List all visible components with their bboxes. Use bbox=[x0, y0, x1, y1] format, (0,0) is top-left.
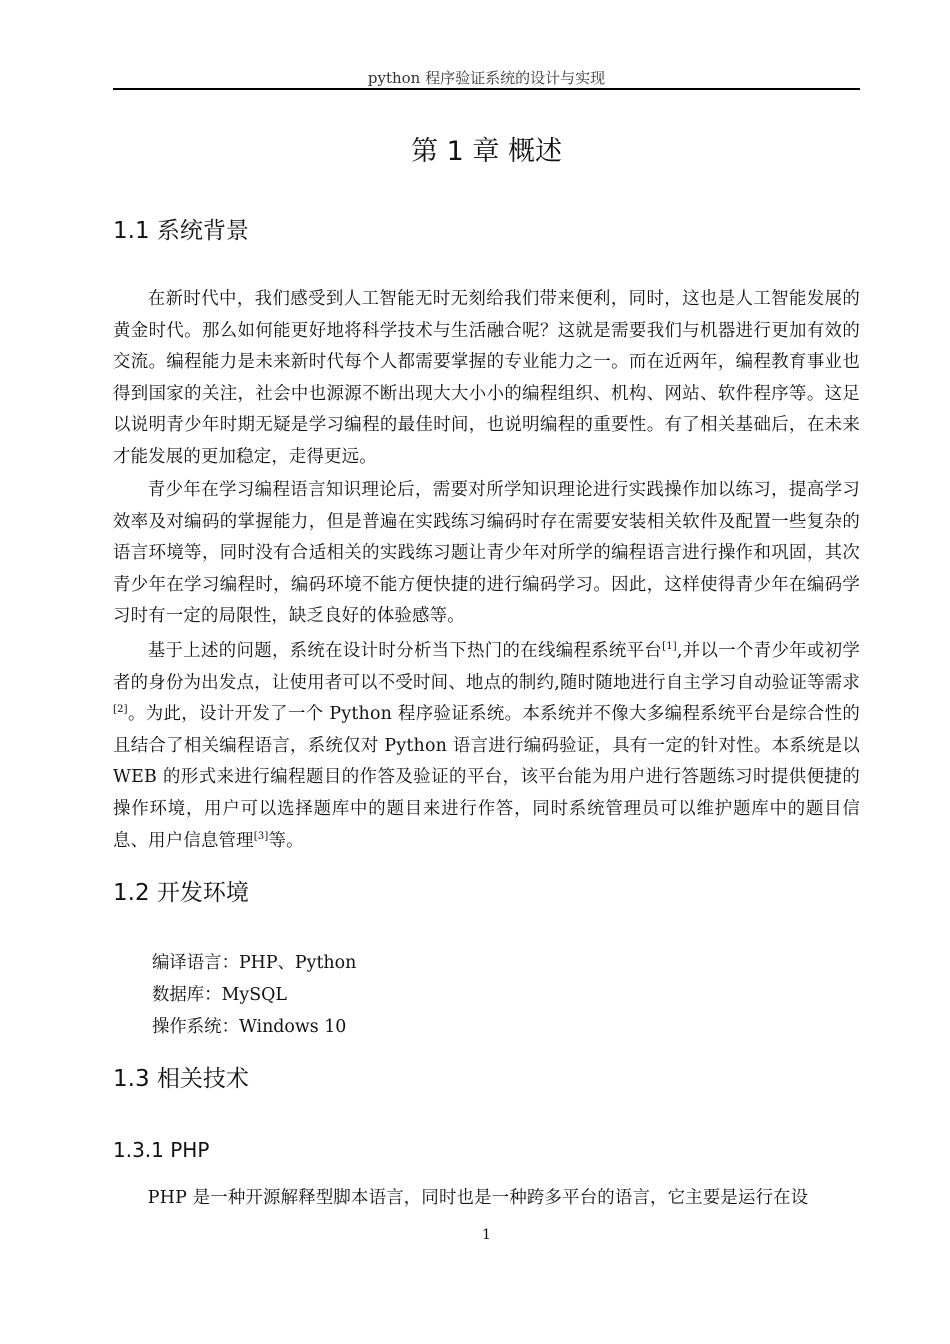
header-rule bbox=[113, 88, 860, 90]
paragraph-text-part: 等。 bbox=[268, 830, 304, 851]
paragraph-background-1: 在新时代中，我们感受到人工智能无时无刻给我们带来便利，同时，这也是人工智能发展的黄金时代。那么如何能更好地将科学技术与生活融合呢？这就是需要我们与机器进行更加有效的交流。编程能力是未来新时代每个人都需要掌握的专业能力之一。而在近两年，编程教育事业也得到国家的关注，社会中也源源不断出现大大小小的编程组织、机构、网站、软件程序等。这足以说明青少年时期无疑是学习编程的最佳时间，也说明编程的重要性。有了相关基础后，在未来才能发展的更加稳定，走得更远。 bbox=[113, 289, 860, 467]
citation-ref[interactable]: [2] bbox=[113, 704, 128, 716]
citation-ref[interactable]: [3] bbox=[253, 830, 269, 842]
env-database-line: 数据库：MySQL bbox=[152, 985, 287, 1005]
paragraph-php: PHP 是一种开源解释型脚本语言，同时也是一种跨多平台的语言，它主要是运行在设 bbox=[147, 1188, 809, 1208]
paragraph-background-3 bbox=[113, 636, 860, 857]
env-language-line: 编译语言：PHP、Python bbox=[152, 953, 357, 973]
section-heading-1-2: 1.2 开发环境 bbox=[113, 880, 249, 906]
chapter-title: 第 1 章 概述 bbox=[411, 136, 562, 167]
running-header: python 程序验证系统的设计与实现 bbox=[367, 69, 606, 87]
page-number: 1 bbox=[482, 1227, 491, 1243]
paragraph-background-2: 青少年在学习编程语言知识理论后，需要对所学知识理论进行实践操作加以练习，提高学习效率及对编码的掌握能力，但是普遍在实践练习编码时存在需要安装相关软件及配置一些复杂的语言环境等，同时没有合适相关的实践练习题让青少年对所学的编程语言进行操作和巩固，其次青少年在学习编程时，编码环境不能方便快捷的进行编码学习。因此，这样使得青少年在编码学习时有一定的局限性，缺乏良好的体验感等。 bbox=[113, 480, 860, 627]
citation-ref[interactable]: [1] bbox=[662, 641, 677, 652]
paragraph-text-part: 。为此，设计开发了一个 Python 程序验证系统。本系统并不像大多编程系统平台是综合性的且结合了相关编程语言，系统仅对 Python 语言进行编码验证，具有一定的针对性。本系统是以 WEB 的形式来进行编程题目的作答及验证的平台，该平台能为用户进行答题练习时提供便捷的操作环境，用户可以选择题库中的题目来进行作答，同时系统管理员可以维护题库中的题目信息、用户信息管理 bbox=[113, 704, 860, 851]
env-os-line: 操作系统：Windows 10 bbox=[152, 1017, 347, 1037]
paragraph-text-part: 基于上述的问题，系统在设计时分析当下热门的在线编程系统平台 bbox=[147, 641, 663, 661]
section-heading-1-3: 1.3 相关技术 bbox=[113, 1066, 249, 1092]
paragraph-text-part: ,并以一个青少年或初学者的身份为出发点，让使用者可以不受时间、地点的制约,随时随地进行自主学习自动验证等需求 bbox=[113, 641, 860, 693]
subsection-heading-1-3-1: 1.3.1 PHP bbox=[113, 1138, 210, 1162]
section-heading-1-1: 1.1 系统背景 bbox=[113, 218, 249, 244]
